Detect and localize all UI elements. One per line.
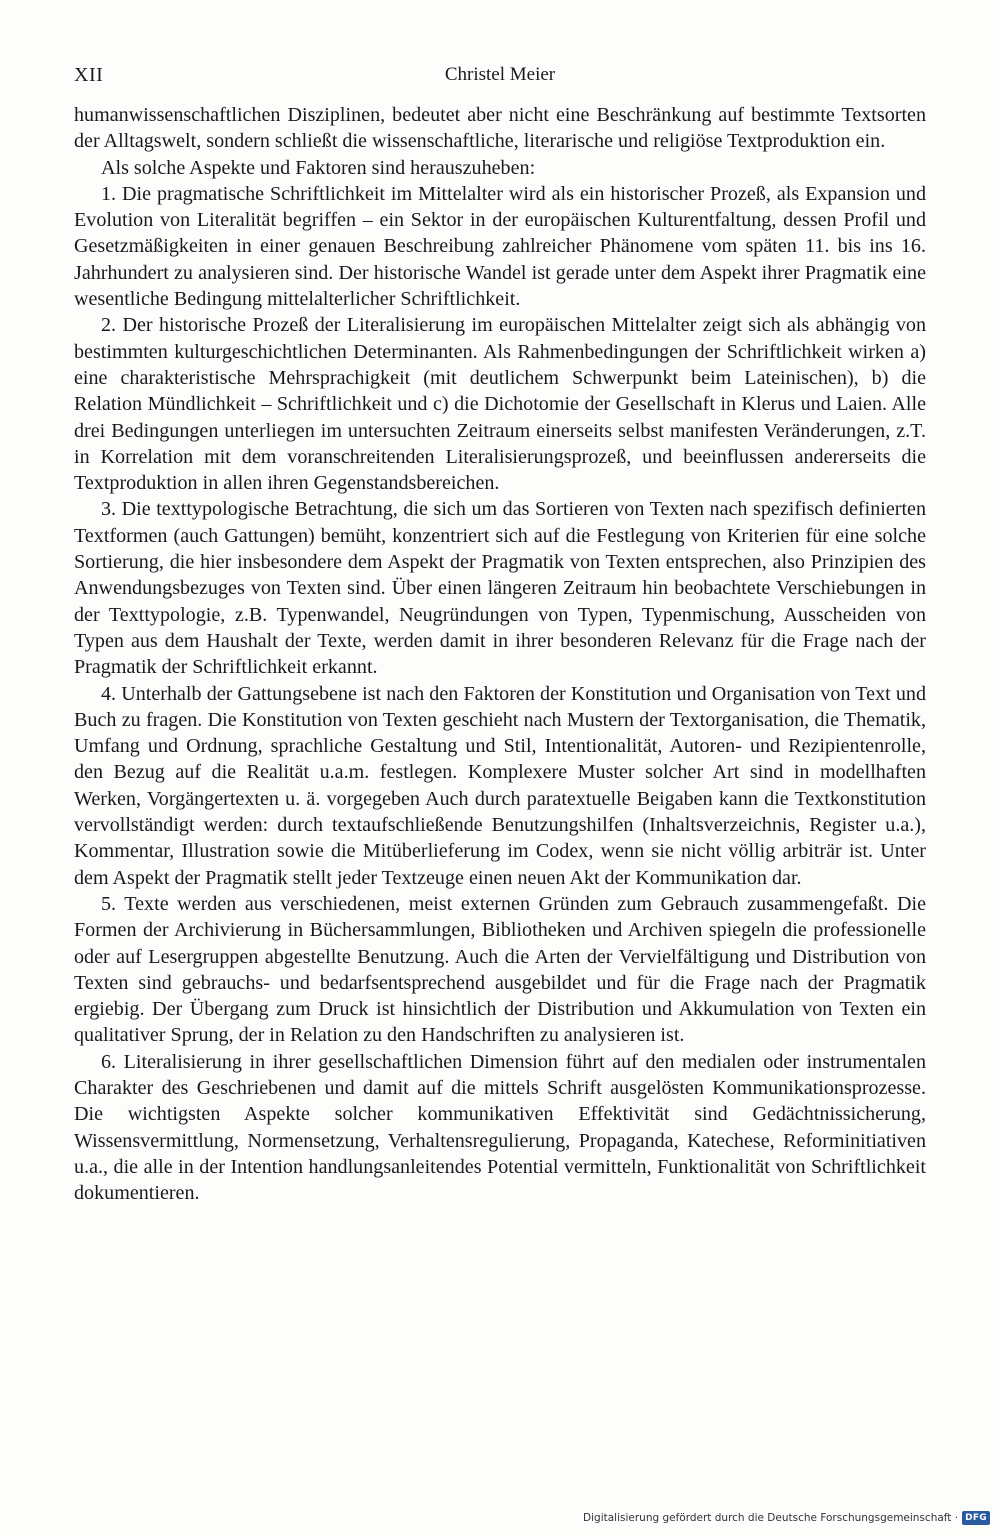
digitization-credit <box>583 1508 990 1528</box>
paragraph-continuation: humanwissenschaftlichen Disziplinen, bedeutet aber nicht eine Beschränkung auf bestimmte Textsorten der Alltagswelt, sondern schließt die wissenschaftliche, literarische und religiöse Textproduktion ein. <box>74 104 926 153</box>
page-number: XII <box>74 64 104 86</box>
running-head: Christel Meier <box>444 64 556 85</box>
paragraph-item-2: 2. Der historische Prozeß der Literalisierung im europäischen Mittelalter zeigt sich als abhängig von bestimmten kulturgeschichtlichen Determinanten. Als Rahmenbedingungen der Schriftlichkeit wirken a) eine charakteristische Mehrsprachigkeit (mit deutlichem Schwerpunkt beim Lateinischen), b) die Relation Mündlichkeit – Schriftlichkeit und c) die Dichotomie der Gesellschaft in Klerus und Laien. Alle drei Bedingungen unterliegen im untersuchten Zeitraum einerseits selbst manifesten Veränderungen, z.T. in Korrelation mit dem voranschreitenden Literalisierungsprozeß, und beeinflussen andererseits die Textproduktion in allen ihren Gegenstandsbereichen. <box>74 314 926 495</box>
paragraph-item-6: 6. Literalisierung in ihrer gesellschaftlichen Dimension führt auf den medialen oder instrumentalen Charakter des Geschriebenen und damit auf die mittels Schrift ausgelösten Kommunikationsprozesse. Die wichtigsten Aspekte solcher kommunikativen Effektivität sind Gedächtnissicherung, Wissensvermittlung, Normensetzung, Verhaltensregulierung, Propaganda, Katechese, Reforminitiativen u.a., die alle in der Intention handlungsanleitendes Potential vermitteln, Funktionalität von Schriftlichkeit dokumentieren. <box>74 1050 926 1205</box>
dfg-logo: DFG <box>962 1511 990 1525</box>
paragraph-item-4: 4. Unterhalb der Gattungsebene ist nach den Faktoren der Konstitution und Organisation von Text und Buch zu fragen. Die Konstitution von Texten geschieht nach Mustern der Textorganisation, die Thematik, Umfang und Ordnung, sprachliche Gestaltung und Stil, Intentionalität, Autoren- und Rezipientenrolle, den Bezug auf die Realität u.a.m. festlegen. Komplexere Muster solcher Art sind in modellhaften Werken, Vorgängertexten u. ä. vorgegeben Auch durch paratextuelle Beigaben kann die Textkonstitution vervollständigt werden: durch textaufschließende Benutzungshilfen (Inhaltsverzeichnis, Register u.a.), Kommentar, Illustration sowie die Mitüberlieferung im Codex, wenn sie nicht völlig arbiträr ist. Unter dem Aspekt der Pragmatik stellt jeder Textzeuge einen neuen Akt der Kommunikation dar. <box>74 682 926 889</box>
paragraph-item-5: 5. Texte werden aus verschiedenen, meist externen Gründen zum Gebrauch zusammengefaßt. Die Formen der Archivierung in Büchersammlungen, Bibliotheken und Archiven spiegeln die professionelle oder auf Lesergruppen abgestellte Benutzung. Auch die Arten der Vervielfältigung und Distribution von Texten sind gebrauchs- und bedarfsentsprechend ausgebildet und für die Frage nach der Pragmatik ergiebig. Der Übergang zum Druck ist hinsichtlich der Distribution und Akkumulation von Texten ein qualitativer Sprung, der in Relation zu den Handschriften zu analysieren ist. <box>74 892 926 1047</box>
paragraph-item-1: 1. Die pragmatische Schriftlichkeit im Mittelalter wird als ein historischer Prozeß, als Expansion und Evolution von Literalität begriffen – ein Sektor in der europäischen Kulturentfaltung, dessen Profil und Gesetzmäßigkeiten in einer genauen Beschreibung zahlreicher Phänomene vom späten 11. bis ins 16. Jahrhundert zu analysieren sind. Der historische Wandel ist gerade unter dem Aspekt ihrer Pragmatik eine wesentliche Bedingung mittelalterlicher Schriftlichkeit. <box>74 182 926 311</box>
page-header <box>74 64 926 94</box>
paragraph-intro: Als solche Aspekte und Faktoren sind herauszuheben: <box>101 156 536 179</box>
body-text <box>74 102 926 1206</box>
paragraph-item-3: 3. Die texttypologische Betrachtung, die sich um das Sortieren von Texten nach spezifisch definierten Textformen (auch Gattungen) bemüht, konzentriert sich auf die Festlegung von Kriterien für eine solche Sortierung, die hier insbesondere dem Aspekt der Pragmatik von Texten entsprechen, also Prinzipien des Anwendungsbezuges von Texten sind. Über einen längeren Zeitraum hin beobachtete Verschiebungen in der Texttypologie, z.B. Typenwandel, Neugründungen von Typen, Typenmischung, Ausscheiden von Typen aus dem Haushalt der Texte, werden damit in ihrer besonderen Relevanz für die Frage nach der Pragmatik der Schriftlichkeit erkannt. <box>74 498 926 679</box>
credit-text: Digitalisierung gefördert durch die Deutsche Forschungsgemeinschaft · <box>583 1512 959 1524</box>
